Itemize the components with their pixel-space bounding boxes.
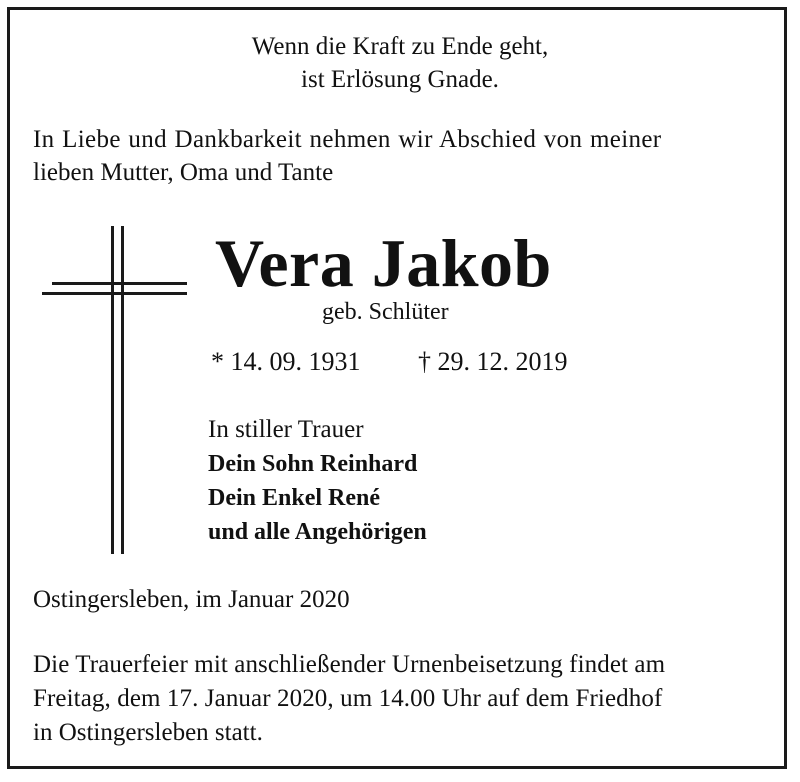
mourner-name: Dein Sohn Reinhard [208,451,418,477]
mourners-heading: In stiller Trauer [208,416,364,443]
mourner-name: Dein Enkel René [208,485,381,511]
motto-line-2: ist Erlösung Gnade. [301,66,499,93]
place-date: Ostingersleben, im Januar 2020 [33,586,350,613]
cross-horizontal-line-top [52,282,187,285]
death-date: † 29. 12. 2019 [418,347,568,376]
ceremony-line-3: in Ostingersleben statt. [33,719,263,746]
ceremony-line-2: Freitag, dem 17. Januar 2020, um 14.00 Uhr auf dem Friedhof [33,685,663,712]
mourner-name: und alle Angehörigen [208,519,427,545]
deceased-name: Vera Jakob [215,225,552,301]
cross-vertical-line-left [111,226,114,554]
cross-horizontal-line-bottom [42,292,187,295]
birth-date: * 14. 09. 1931 [211,347,361,376]
motto-line-1: Wenn die Kraft zu Ende geht, [251,33,549,60]
cross-vertical-line-right [121,226,124,554]
intro-line-1: In Liebe und Dankbarkeit nehmen wir Abschied von meiner [33,126,662,153]
ceremony-line-1: Die Trauerfeier mit anschließender Urnenbeisetzung findet am [33,651,666,678]
maiden-name: geb. Schlüter [322,299,449,325]
intro-line-2: lieben Mutter, Oma und Tante [33,159,334,186]
